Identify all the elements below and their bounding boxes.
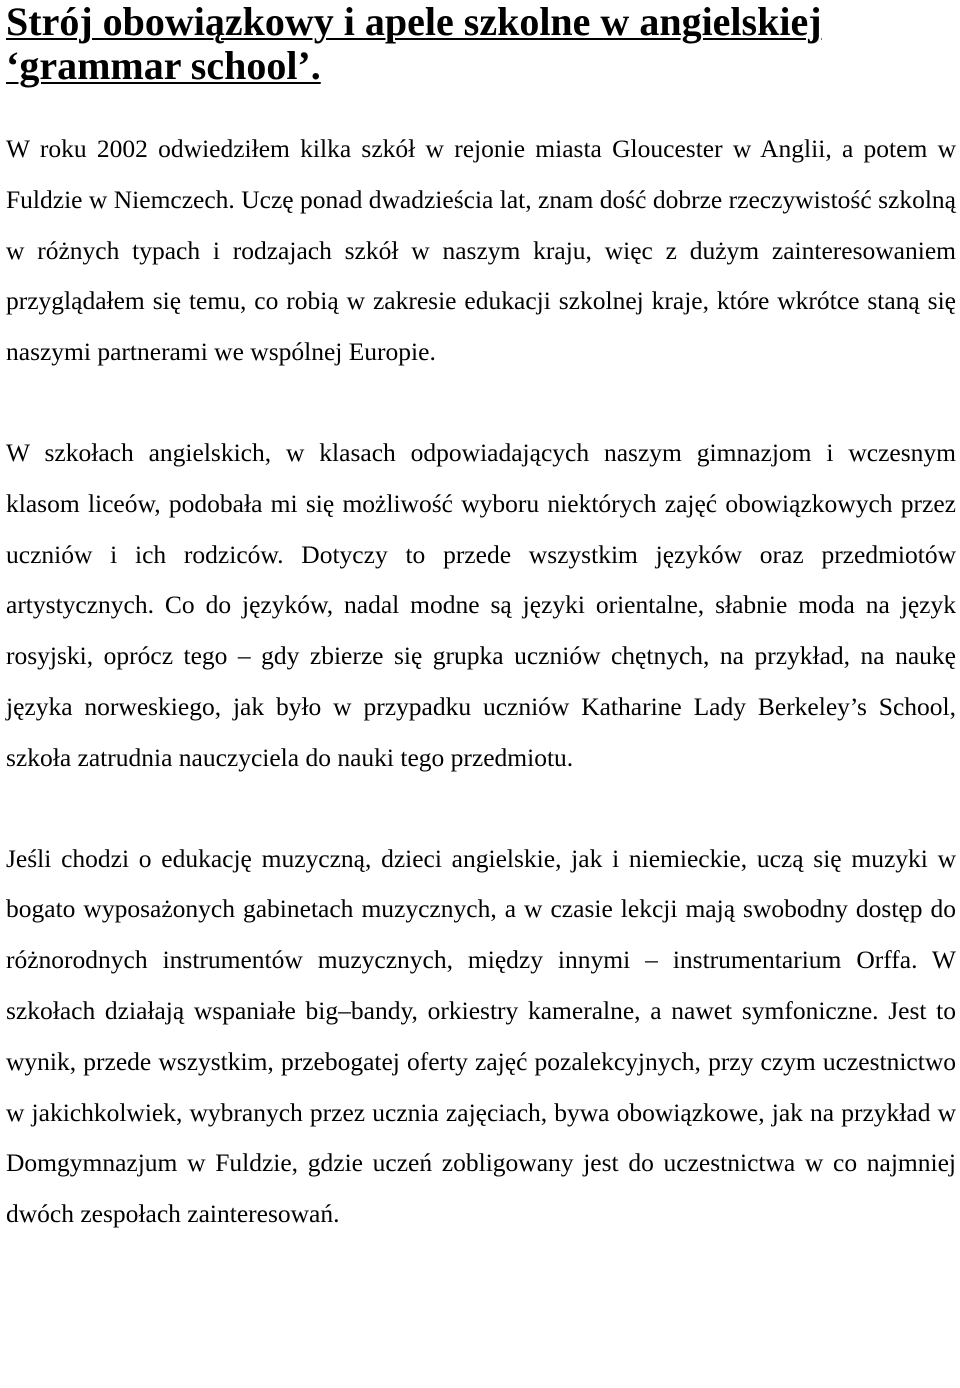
paragraph-music-education: Jeśli chodzi o edukację muzyczną, dzieci angielskie, jak i niemieckie, uczą się muzyki w bogato wyposażonych gabinetach muzycznych, a w czasie lekcji mają swobodny dostęp do różnorodnych instrumentów muzycznych, między innymi – instrumentarium Orffa. W szkołach działają wspaniałe big–bandy, orkiestry kameralne, a nawet symfoniczne. Jest to wynik, przede wszystkim, przebogatej oferty zajęć pozalekcyjnych, przy czym uczestnictwo w jakichkolwiek, wybranych przez ucznia zajęciach, bywa obowiązkowe, jak na przykład w Domgymnazjum w Fuldzie, gdzie uczeń zobligowany jest do uczestnictwa w co najmniej dwóch zespołach zainteresowań. [6,843,956,1229]
title-line-1: Strój obowiązkowy i apele szkolne w angielskiej [6,0,822,44]
title-line-2: ‘grammar school’. [6,43,321,88]
document-page [6,0,956,1240]
paragraph-intro: W roku 2002 odwiedziłem kilka szkół w rejonie miasta Gloucester w Anglii, a potem w Fuldzie w Niemczech. Uczę ponad dwadzieścia lat, znam dość dobrze rzeczywistość szkolną w różnych typach i rodzajach szkół w naszym kraju, więc z dużym zainteresowaniem przyglądałem się temu, co robią w zakresie edukacji szkolnej kraje, które wkrótce staną się naszymi partnerami we wspólnej Europie. [6,134,956,367]
paragraph-english-schools: W szkołach angielskich, w klasach odpowiadających naszym gimnazjom i wczesnym klasom liceów, podobała mi się możliwość wyboru niektórych zajęć obowiązkowych przez uczniów i ich rodziców. Dotyczy to przede wszystkim języków oraz przedmiotów artystycznych. Co do języków, nadal modne są języki orientalne, słabnie moda na język rosyjski, oprócz tego – gdy zbierze się grupka uczniów chętnych, na przykład, na naukę języka norweskiego, jak było w przypadku uczniów Katharine Lady Berkeley’s School, szkoła zatrudnia nauczyciela do nauki tego przedmiotu. [6,437,956,772]
document-title [6,0,956,88]
